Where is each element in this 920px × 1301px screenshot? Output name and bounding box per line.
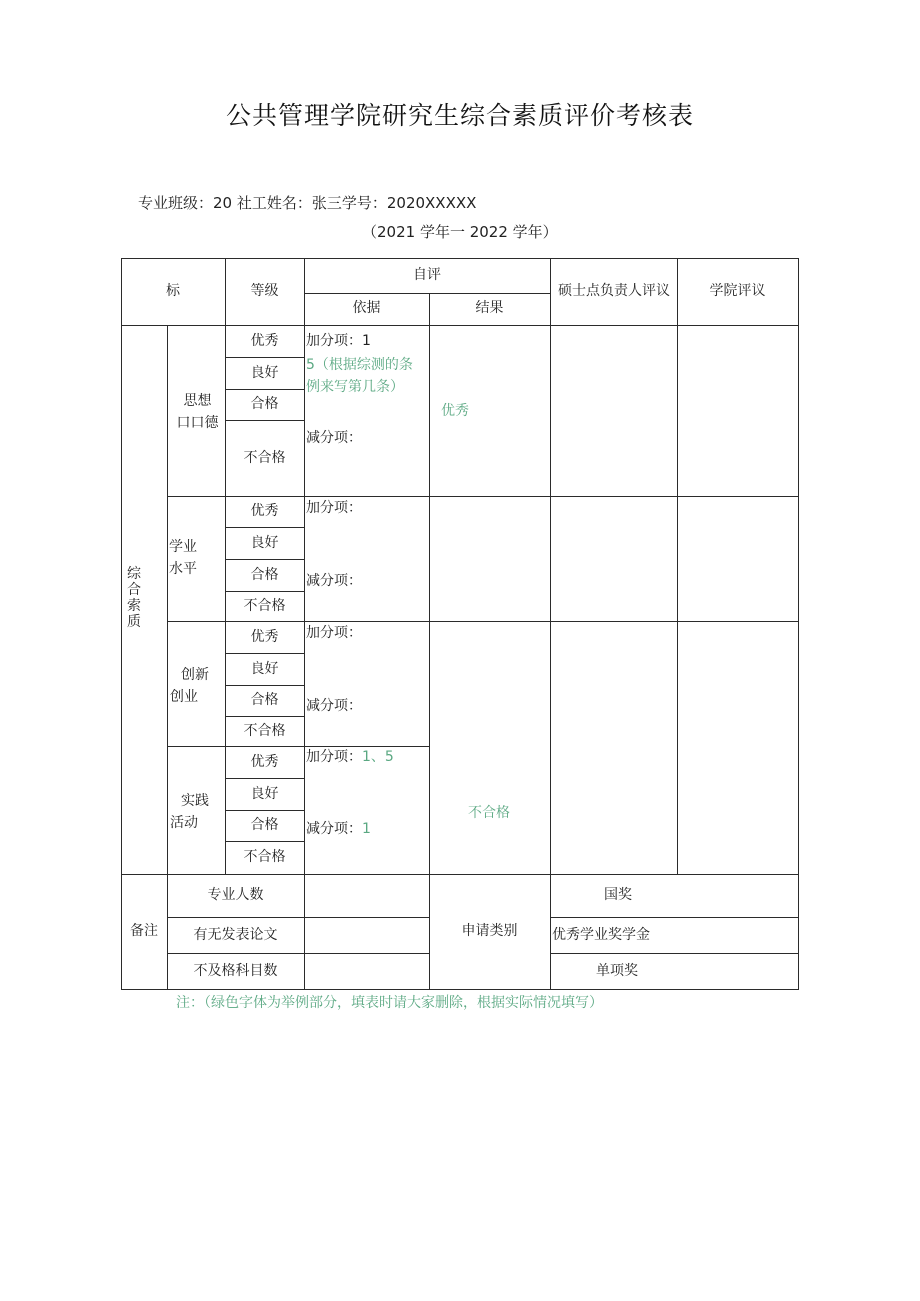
grade-pass: 合格 bbox=[250, 566, 279, 583]
grade-fail: 不合格 bbox=[243, 722, 286, 739]
apply-type-label: 申请类别 bbox=[461, 923, 518, 940]
student-info-line: 专业班级：20 社工姓名：张三学号：2020XXXXX bbox=[138, 194, 477, 212]
bonus-label: 加分项： bbox=[306, 749, 362, 765]
page-title: 公共管理学院研究生综合素质评价考核表 bbox=[225, 101, 694, 130]
bonus-item bbox=[306, 497, 362, 519]
award-single-item: 单项奖 bbox=[596, 962, 638, 979]
category-name-line: 思想 bbox=[183, 393, 212, 409]
remarks-row-failed-courses: 不及格科目数 bbox=[193, 962, 278, 979]
grade-excellent: 优秀 bbox=[250, 628, 279, 645]
grade-good: 良好 bbox=[250, 534, 279, 551]
category-name-line: 创业 bbox=[170, 689, 198, 706]
bonus-item bbox=[306, 330, 371, 352]
deduct-item bbox=[306, 427, 362, 449]
remarks-row-papers: 有无发表论文 bbox=[193, 926, 278, 943]
section-label: 综合索质 bbox=[127, 566, 141, 630]
deduct-label: 减分项： bbox=[306, 698, 362, 714]
bonus-label: 加分项： bbox=[306, 333, 362, 349]
header-grade: 等级 bbox=[250, 282, 279, 299]
grade-excellent: 优秀 bbox=[250, 753, 279, 770]
category-name-line: 创新 bbox=[181, 667, 209, 683]
award-national: 国奖 bbox=[604, 887, 632, 904]
header-college-evaluation: 学院评议 bbox=[709, 282, 766, 299]
deduct-label: 减分项： bbox=[306, 573, 362, 589]
deduct-item bbox=[306, 570, 362, 592]
remarks-row-major-count: 专业人数 bbox=[207, 887, 264, 904]
category-name-academic bbox=[169, 536, 197, 581]
deduct-label: 减分项： bbox=[306, 821, 362, 837]
deduct-label: 减分项： bbox=[306, 430, 362, 446]
award-academic-scholarship: 优秀学业奖学金 bbox=[552, 927, 650, 943]
grade-fail: 不合格 bbox=[243, 849, 286, 866]
bonus-label: 加分项： bbox=[306, 625, 362, 641]
footnote: 注：（绿色字体为举例部分，填表时请大家删除，根据实际情况填写） bbox=[176, 995, 603, 1011]
remarks-label: 备注 bbox=[130, 923, 158, 940]
header-index: 标 bbox=[166, 282, 180, 299]
grade-pass: 合格 bbox=[250, 817, 279, 834]
grade-fail: 不合格 bbox=[243, 449, 286, 466]
category-name-innovation bbox=[170, 664, 220, 709]
bonus-label: 加分项： bbox=[306, 500, 362, 516]
grade-excellent: 优秀 bbox=[250, 332, 279, 349]
header-result: 结果 bbox=[475, 300, 504, 317]
bonus-example-note bbox=[306, 354, 413, 399]
category-name-line: 学业 bbox=[169, 539, 197, 555]
category-name-line: 活动 bbox=[170, 815, 198, 832]
academic-year-line: （2021 学年一 2022 学年） bbox=[362, 223, 558, 241]
grade-good: 良好 bbox=[250, 364, 279, 381]
note-line: 5（根据综测的条 bbox=[306, 357, 413, 373]
self-eval-result: 不合格 bbox=[468, 805, 510, 821]
grade-excellent: 优秀 bbox=[250, 503, 279, 520]
deduct-item bbox=[306, 695, 362, 717]
deduct-value: 1 bbox=[362, 821, 371, 837]
self-eval-result: 优秀 bbox=[441, 403, 469, 419]
category-name-ideology bbox=[170, 390, 225, 435]
bonus-value: 1 bbox=[362, 333, 371, 349]
category-name-practice bbox=[170, 790, 220, 835]
category-name-line: 口口德 bbox=[176, 415, 219, 432]
category-name-line: 实践 bbox=[181, 793, 209, 809]
grade-fail: 不合格 bbox=[243, 597, 286, 614]
header-basis: 依据 bbox=[352, 300, 381, 317]
deduct-item bbox=[306, 818, 371, 840]
grade-pass: 合格 bbox=[250, 692, 279, 709]
header-self-evaluation: 自评 bbox=[413, 266, 441, 283]
bonus-item bbox=[306, 622, 362, 644]
grade-pass: 合格 bbox=[250, 396, 279, 413]
header-master-evaluation: 硕士点负责人评议 bbox=[558, 282, 670, 299]
bonus-value: 1、5 bbox=[362, 749, 394, 765]
note-line: 例来写第几条） bbox=[306, 379, 404, 396]
grade-good: 良好 bbox=[250, 660, 279, 677]
grade-good: 良好 bbox=[250, 785, 279, 802]
category-name-line: 水平 bbox=[169, 561, 197, 578]
bonus-item bbox=[306, 746, 394, 768]
